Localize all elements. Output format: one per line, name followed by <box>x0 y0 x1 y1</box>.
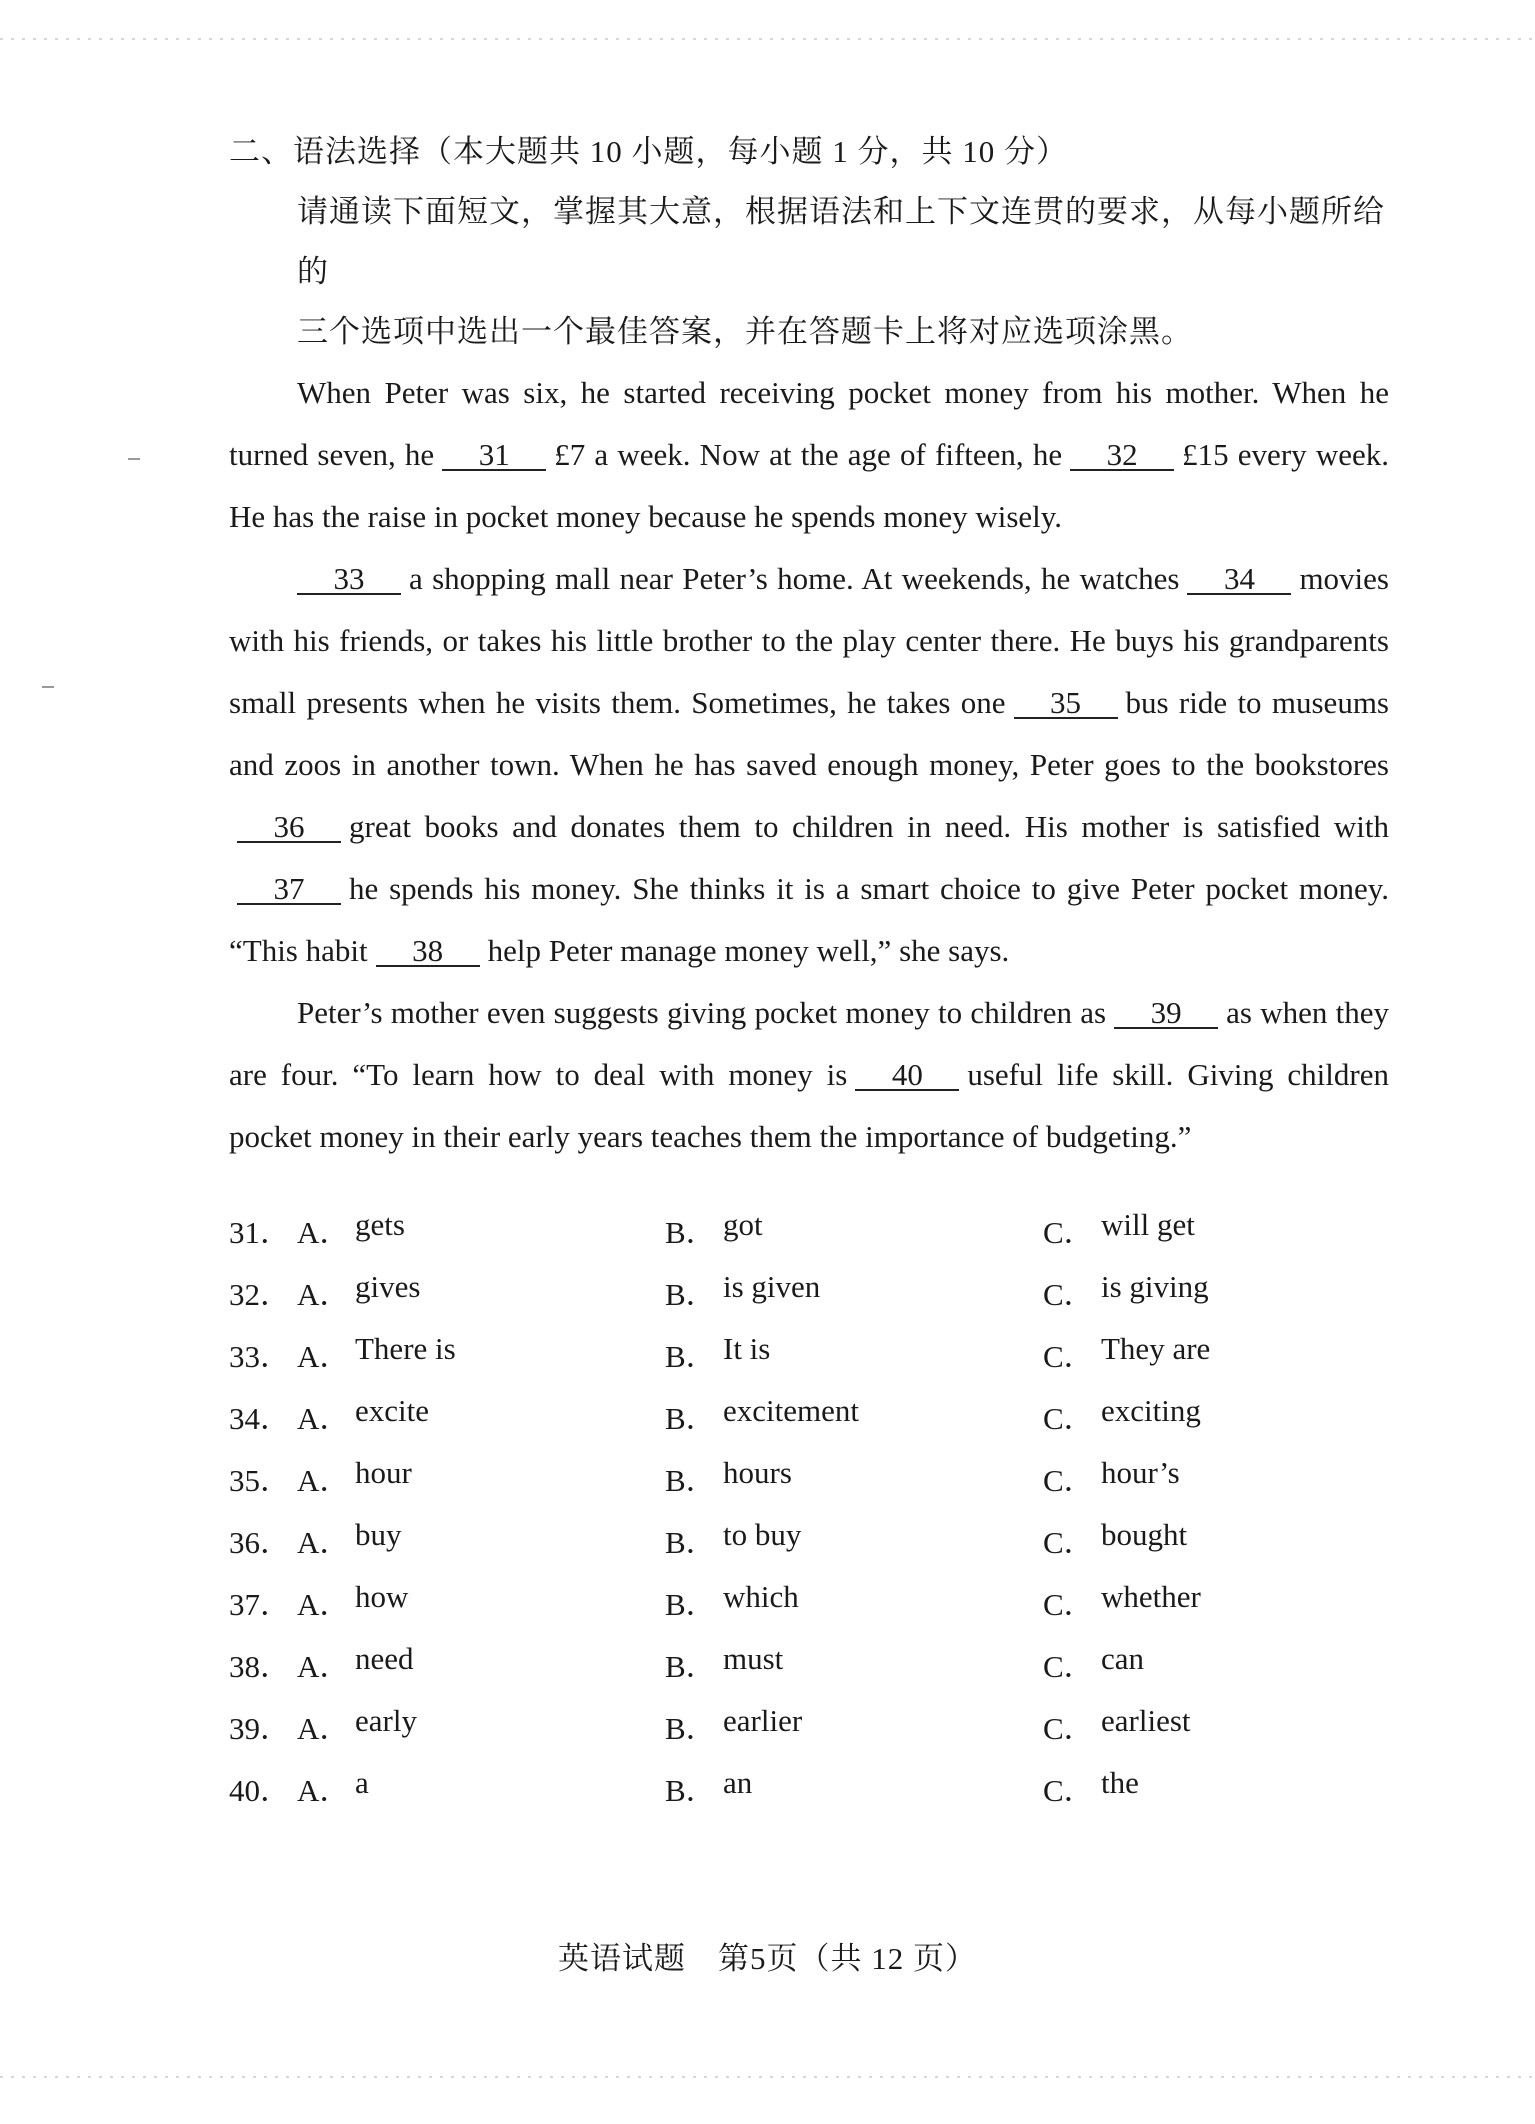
scan-edge-top <box>0 38 1535 40</box>
option-letter: A． <box>297 1214 351 1250</box>
question-number: 33． <box>229 1338 291 1374</box>
option-text: They are <box>1101 1330 1211 1366</box>
option-letter: B． <box>665 1400 717 1436</box>
option-letter: A． <box>297 1648 351 1684</box>
option-letter: A． <box>297 1338 351 1374</box>
option-text: whether <box>1101 1578 1201 1614</box>
answer-options <box>229 1198 1389 1818</box>
passage-text: great books and donates them to children in need. His mother is satisfied with <box>349 809 1389 844</box>
blank-34: 34 <box>1187 565 1291 595</box>
option-text: hour’s <box>1101 1454 1180 1490</box>
option-letter: B． <box>665 1214 717 1250</box>
option-c <box>1043 1455 1343 1500</box>
blank-40: 40 <box>855 1061 959 1091</box>
passage-text: bus ride to museums and zoos in another town. When he has saved enough money, Peter goes to the bookstores <box>229 685 1389 782</box>
option-letter: B． <box>665 1772 717 1808</box>
option-letter: B． <box>665 1462 717 1498</box>
option-b <box>665 1517 1043 1562</box>
option-text: earliest <box>1101 1702 1191 1738</box>
question-row <box>229 1632 1389 1694</box>
option-text: earlier <box>723 1702 803 1738</box>
option-letter: C． <box>1043 1710 1095 1746</box>
option-letter: B． <box>665 1338 717 1374</box>
page-footer: 英语试题 第5页（共 12 页） <box>558 1941 977 1976</box>
blank-31: 31 <box>442 441 546 471</box>
option-text: bought <box>1101 1516 1188 1552</box>
question-number: 38． <box>229 1648 291 1684</box>
option-letter: C． <box>1043 1772 1095 1808</box>
option-text: hour <box>355 1454 412 1490</box>
option-letter: C． <box>1043 1400 1095 1436</box>
section-heading: 二、语法选择（本大题共 10 小题，每小题 1 分，共 10 分） <box>229 134 1068 169</box>
option-letter: A． <box>297 1400 351 1436</box>
option-c <box>1043 1517 1343 1562</box>
blank-35: 35 <box>1014 689 1118 719</box>
scan-mark <box>42 686 54 688</box>
option-text: is given <box>723 1268 821 1304</box>
question-number: 31． <box>229 1214 291 1250</box>
option-text: to buy <box>723 1516 802 1552</box>
passage-text: £7 a week. Now at the age of fifteen, he <box>554 437 1063 472</box>
question-number: 37． <box>229 1586 291 1622</box>
option-letter: B． <box>665 1586 717 1622</box>
option-b <box>665 1331 1043 1376</box>
option-letter: A． <box>297 1276 351 1312</box>
option-b <box>665 1455 1043 1500</box>
passage-paragraph-2 <box>229 548 1389 982</box>
option-c <box>1043 1579 1343 1624</box>
question-row <box>229 1322 1389 1384</box>
passage-text: £15 every week. He has the raise in pocket money because he spends money wisely. <box>229 437 1389 534</box>
passage-text: as when they are four. “To learn how to deal with money is <box>229 995 1389 1092</box>
option-letter: A． <box>297 1524 351 1560</box>
option-text: There is <box>355 1330 456 1366</box>
passage-text: Peter’s mother even suggests giving pocket money to children as <box>297 995 1107 1030</box>
option-a <box>297 1579 665 1624</box>
option-text: got <box>723 1206 763 1242</box>
option-c <box>1043 1641 1343 1686</box>
passage-paragraph-1 <box>229 362 1389 548</box>
option-letter: B． <box>665 1276 717 1312</box>
question-number: 32． <box>229 1276 291 1312</box>
option-text: excitement <box>723 1392 859 1428</box>
option-a <box>297 1703 665 1748</box>
option-c <box>1043 1269 1343 1314</box>
question-row <box>229 1446 1389 1508</box>
option-text: is giving <box>1101 1268 1209 1304</box>
option-b <box>665 1641 1043 1686</box>
option-b <box>665 1579 1043 1624</box>
passage-paragraph-3 <box>229 982 1389 1168</box>
option-a <box>297 1331 665 1376</box>
option-text: an <box>723 1764 753 1800</box>
option-text: can <box>1101 1640 1145 1676</box>
option-b <box>665 1703 1043 1748</box>
option-letter: A． <box>297 1462 351 1498</box>
passage-text: help Peter manage money well,” she says. <box>487 933 1010 968</box>
option-b <box>665 1765 1043 1810</box>
question-row <box>229 1384 1389 1446</box>
option-b <box>665 1393 1043 1438</box>
option-c <box>1043 1703 1343 1748</box>
question-row <box>229 1260 1389 1322</box>
option-b <box>665 1207 1043 1252</box>
question-row <box>229 1756 1389 1818</box>
option-text: early <box>355 1702 417 1738</box>
instruction-line: 请通读下面短文，掌握其大意，根据语法和上下文连贯的要求，从每小题所给的 <box>297 194 1385 289</box>
option-c <box>1043 1393 1343 1438</box>
instruction-line: 三个选项中选出一个最佳答案，并在答题卡上将对应选项涂黑。 <box>297 314 1193 349</box>
option-a <box>297 1641 665 1686</box>
option-a <box>297 1269 665 1314</box>
option-letter: C． <box>1043 1276 1095 1312</box>
option-letter: C． <box>1043 1462 1095 1498</box>
option-a <box>297 1393 665 1438</box>
blank-32: 32 <box>1070 441 1174 471</box>
option-text: excite <box>355 1392 430 1428</box>
option-c <box>1043 1207 1343 1252</box>
option-letter: C． <box>1043 1338 1095 1374</box>
question-number: 35． <box>229 1462 291 1498</box>
option-letter: C． <box>1043 1648 1095 1684</box>
passage-text: he spends his money. She thinks it is a smart choice to give Peter pocket money. “This habit <box>229 871 1389 968</box>
blank-39: 39 <box>1114 999 1218 1029</box>
option-b <box>665 1269 1043 1314</box>
question-number: 36． <box>229 1524 291 1560</box>
question-row <box>229 1198 1389 1260</box>
option-text: must <box>723 1640 784 1676</box>
option-letter: B． <box>665 1710 717 1746</box>
option-a <box>297 1517 665 1562</box>
option-text: the <box>1101 1764 1139 1800</box>
option-a <box>297 1765 665 1810</box>
passage-text: useful life skill. Giving children pocket money in their early years teaches them the importance of budgeting.” <box>229 1057 1389 1154</box>
option-letter: A． <box>297 1710 351 1746</box>
exam-page <box>229 122 1389 1818</box>
blank-37: 37 <box>237 875 341 905</box>
passage-text: movies with his friends, or takes his little brother to the play center there. He buys his grandparents small presents when he visits them. Sometimes, he takes one <box>229 561 1389 720</box>
question-row <box>229 1694 1389 1756</box>
option-letter: A． <box>297 1772 351 1808</box>
blank-38: 38 <box>376 937 480 967</box>
option-letter: B． <box>665 1648 717 1684</box>
option-text: a <box>355 1764 369 1800</box>
option-text: will get <box>1101 1206 1195 1242</box>
option-text: need <box>355 1640 414 1676</box>
question-row <box>229 1508 1389 1570</box>
option-a <box>297 1207 665 1252</box>
option-text: gives <box>355 1268 421 1304</box>
option-c <box>1043 1765 1343 1810</box>
option-text: It is <box>723 1330 771 1366</box>
passage-text: a shopping mall near Peter’s home. At weekends, he watches <box>409 561 1180 596</box>
scan-edge-bottom <box>0 2076 1535 2078</box>
option-text: which <box>723 1578 799 1614</box>
question-row <box>229 1570 1389 1632</box>
question-number: 34． <box>229 1400 291 1436</box>
question-number: 39． <box>229 1710 291 1746</box>
option-text: how <box>355 1578 409 1614</box>
passage-text: When Peter was six, he started receiving pocket money from his mother. When he turned seven, he <box>229 375 1389 472</box>
option-text: gets <box>355 1206 405 1242</box>
blank-36: 36 <box>237 813 341 843</box>
option-letter: C． <box>1043 1524 1095 1560</box>
option-a <box>297 1455 665 1500</box>
blank-33: 33 <box>297 565 401 595</box>
option-letter: A． <box>297 1586 351 1622</box>
option-letter: C． <box>1043 1586 1095 1622</box>
option-text: exciting <box>1101 1392 1201 1428</box>
option-text: hours <box>723 1454 792 1490</box>
scan-mark <box>128 458 140 460</box>
question-number: 40． <box>229 1772 291 1808</box>
option-letter: C． <box>1043 1214 1095 1250</box>
option-text: buy <box>355 1516 402 1552</box>
option-c <box>1043 1331 1343 1376</box>
option-letter: B． <box>665 1524 717 1560</box>
